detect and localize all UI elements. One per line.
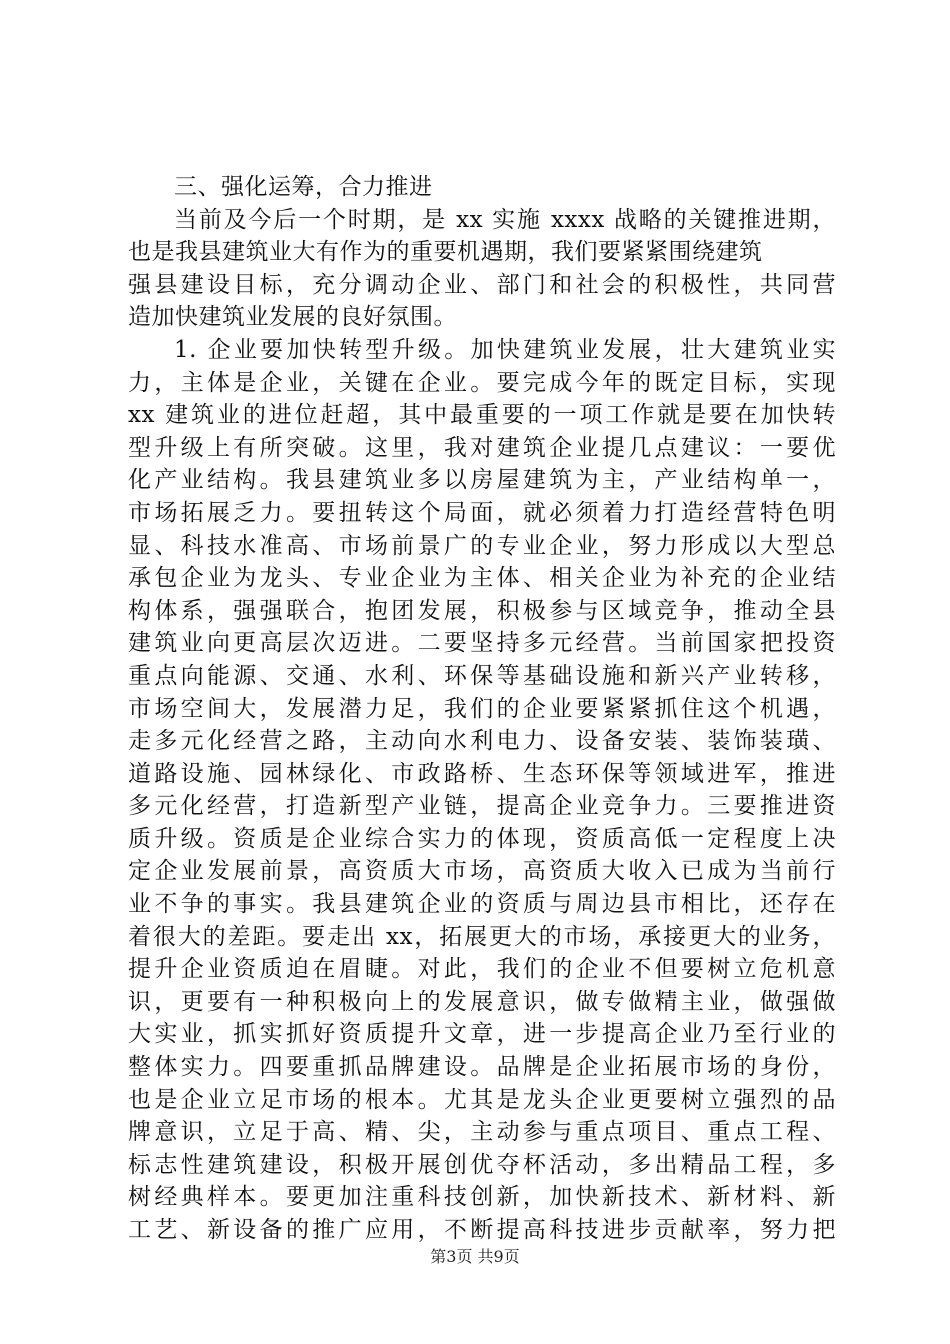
text-line: 牌意识，立足于高、精、尖，主动参与重点项目、重点工程、: [128, 1119, 836, 1146]
text-line: 识，更要有一种积极向上的发展意识，做专做精主业，做强做: [128, 988, 836, 1015]
text-line: 提升企业资质迫在眉睫。对此，我们的企业不但要树立危机意: [128, 956, 836, 983]
text-line: 着很大的差距。要走出 xx，拓展更大的市场，承接更大的业务，: [128, 923, 836, 950]
text-line: 强县建设目标，充分调动企业、部门和社会的积极性，共同营: [128, 271, 836, 298]
text-line: 树经典样本。要更加注重科技创新，加快新技术、新材料、新: [128, 1184, 836, 1211]
text-line: 大实业，抓实抓好资质提升文章，进一步提高企业乃至行业的: [128, 1021, 836, 1048]
text-line: 显、科技水准高、市场前景广的专业企业，努力形成以大型总: [128, 532, 836, 559]
paragraph-2: [128, 334, 836, 1247]
text-line: 承包企业为龙头、专业企业为主体、相关企业为补充的企业结: [128, 565, 836, 592]
page-number-footer: 第3页 共9页: [430, 1247, 520, 1266]
text-line: 建筑业向更高层次迈进。二要坚持多元经营。当前国家把投资: [128, 630, 836, 657]
text-line: 整体实力。四要重抓品牌建设。品牌是企业拓展市场的身份，: [128, 1054, 836, 1081]
text-line: 也是企业立足市场的根本。尤其是龙头企业更要树立强烈的品: [128, 1086, 836, 1113]
text-line: 市场拓展乏力。要扭转这个局面，就必须着力打造经营特色明: [128, 499, 836, 526]
text-line: 化产业结构。我县建筑业多以房屋建筑为主，产业结构单一，: [128, 467, 836, 494]
text-line: 当前及今后一个时期，是 xx 实施 xxxx 战略的关键推进期，: [174, 206, 836, 233]
text-line: 走多元化经营之路，主动向水利电力、设备安装、装饰装璜、: [128, 728, 836, 755]
text-line: 业不争的事实。我县建筑企业的资质与周边县市相比，还存在: [128, 891, 836, 918]
section-heading: 三、强化运筹，合力推进: [174, 174, 433, 200]
text-line: 市场空间大，发展潜力足，我们的企业要紧紧抓住这个机遇，: [128, 695, 836, 722]
text-line: 造加快建筑业发展的良好氛围。: [128, 304, 457, 331]
text-line: 多元化经营，打造新型产业链，提高企业竞争力。三要推进资: [128, 793, 836, 820]
text-line: 定企业发展前景，高资质大市场，高资质大收入已成为当前行: [128, 858, 836, 885]
text-line: 也是我县建筑业大有作为的重要机遇期，我们要紧紧围绕建筑: [128, 239, 763, 266]
text-line: 力，主体是企业，关键在企业。要完成今年的既定目标，实现: [128, 369, 836, 396]
text-line: 1. 企业要加快转型升级。加快建筑业发展，壮大建筑业实: [174, 336, 836, 363]
text-line: 型升级上有所突破。这里，我对建筑企业提几点建议：一要优: [128, 434, 836, 461]
paragraph-1: [128, 204, 836, 334]
text-line: 道路设施、园林绿化、市政路桥、生态环保等领域进军，推进: [128, 760, 836, 787]
text-line: 重点向能源、交通、水利、环保等基础设施和新兴产业转移，: [128, 662, 836, 689]
text-line: 工艺、新设备的推广应用，不断提高科技进步贡献率，努力把: [128, 1217, 836, 1243]
text-line: 标志性建筑建设，积极开展创优夺杯活动，多出精品工程，多: [128, 1151, 836, 1178]
document-body: [128, 171, 836, 1247]
text-line: xx 建筑业的进位赶超，其中最重要的一项工作就是要在加快转: [128, 402, 836, 429]
text-line: 质升级。资质是企业综合实力的体现，资质高低一定程度上决: [128, 825, 836, 852]
text-line: 构体系，强强联合，抱团发展，积极参与区域竞争，推动全县: [128, 597, 836, 624]
